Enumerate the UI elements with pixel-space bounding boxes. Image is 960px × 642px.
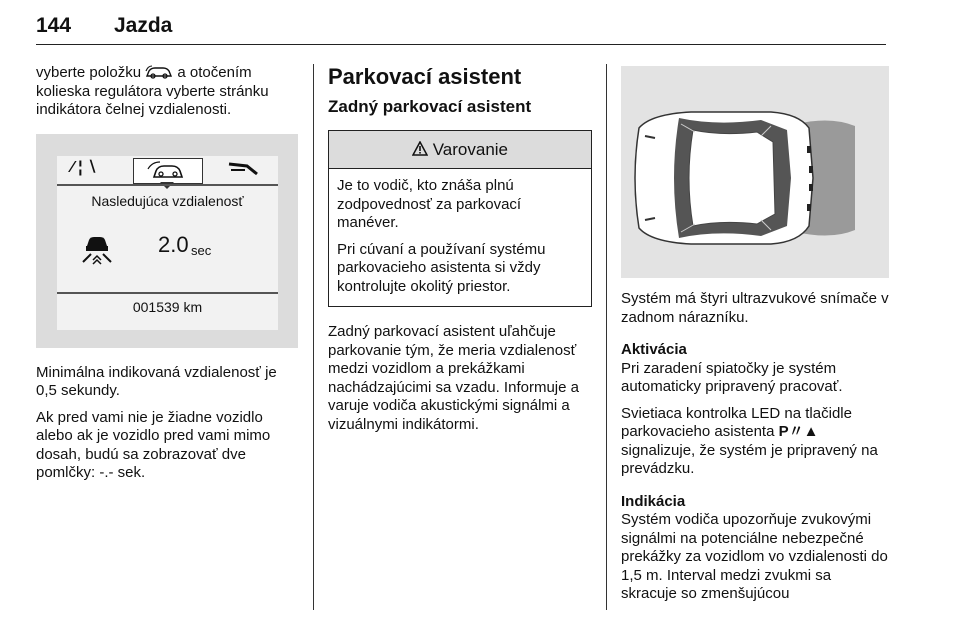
following-distance-icon [79, 232, 115, 268]
warning-paragraph: Je to vodič, kto znáša plnú zodpovednosť za parkovací manéver. [337, 177, 522, 231]
car-front-icon [134, 159, 202, 183]
paragraph-minimum: Minimálna indikovaná vzdialenosť je 0,5 sekundy. [36, 363, 277, 399]
parking-assist-icon: P〃▲ [778, 423, 819, 440]
display-rule [57, 292, 278, 294]
section-title: Parkovací asistent [328, 64, 522, 89]
subheading-indication: Indikácia [621, 492, 686, 510]
paragraph-no-vehicle: Ak pred vami nie je žiadne vozidlo alebo ak je vozidlo pred vami mimo dosah, budú sa zobrazovať dve pomlčky: -.- sek. [36, 408, 271, 481]
display-tab-lanes: ∕ ¦ ∖ [71, 158, 99, 176]
warning-body [329, 169, 591, 306]
column-middle [328, 64, 592, 442]
display-rule [57, 184, 278, 186]
page-number: 144 [36, 14, 72, 37]
car-ahead-icon [145, 65, 173, 79]
warning-box [328, 130, 592, 307]
paragraph-indication: Systém vodiča upozorňuje zvukovými signálmi na potenciálne nebezpečné prekážky za vozidlom vo vzdialenosti do 1,5 m. Interval medzi zvukmi sa skracuje so zmenšujúcou [621, 511, 888, 602]
distance-value: 2.0 [158, 231, 189, 257]
warning-label: Varovanie [432, 140, 509, 159]
column-right [621, 66, 889, 612]
display-caption: Nasledujúca vzdialenosť [91, 192, 244, 209]
lane-assist-icon [225, 160, 261, 178]
warning-header [329, 131, 591, 169]
paragraph-sensors: Systém má štyri ultrazvukové snímače v zadnom nárazníku. [621, 290, 889, 326]
odometer: 001539 km [132, 298, 203, 315]
column-divider [313, 64, 314, 610]
warning-paragraph: Pri cúvaní a používaní systému parkovacieho asistenta si vždy kontrolujte okolitý priestor. [337, 240, 546, 295]
intro-paragraph: vyberte položku a otočením kolieska regulátora vyberte stránku indikátora čelnej vzdialenosti. [36, 64, 269, 118]
paragraph-activation: Pri zaradení spiatočky je systém automaticky pripravený pracovať. [621, 359, 843, 395]
column-left [36, 64, 298, 491]
display-tab-car-selected [133, 158, 203, 184]
chapter-title: Jazda [114, 14, 173, 37]
section-subtitle: Zadný parkovací asistent [328, 97, 532, 116]
car-top-view-image [621, 66, 889, 278]
paragraph-led: Svietiaca kontrolka LED na tlačidle parkovacieho asistenta P〃▲ signalizuje, že systém je pripravený na prevádzku. [621, 404, 878, 477]
column-divider [606, 64, 607, 610]
distance-unit: sec [191, 242, 212, 258]
body-paragraph: Zadný parkovací asistent uľahčuje parkovanie tým, že meria vzdialenosť medzi vozidlom a prekážkami nachádzajúcimi sa vzadu. Informuje a varuje vodiča akustickými signálmi a vizuálnymi indikátormi. [328, 323, 579, 433]
parking-sensor-illustration [621, 66, 889, 278]
instrument-display [57, 156, 278, 330]
page-header [36, 8, 886, 45]
display-illustration [36, 134, 298, 348]
subheading-activation: Aktivácia [621, 341, 687, 358]
warning-triangle-icon [412, 141, 428, 156]
